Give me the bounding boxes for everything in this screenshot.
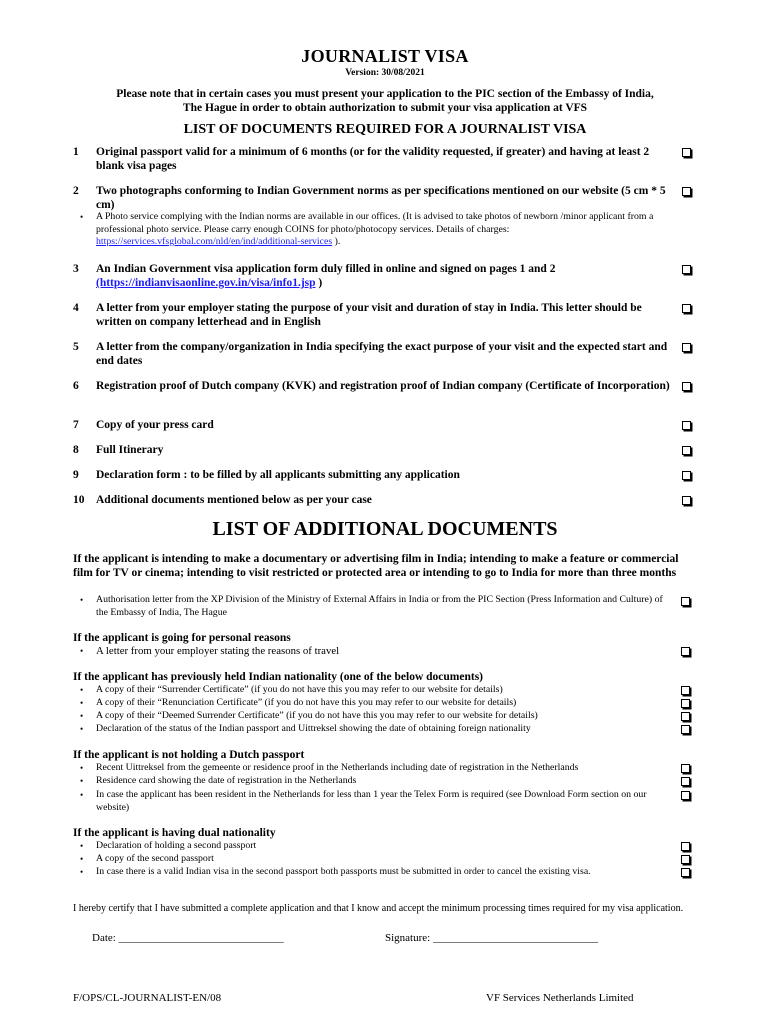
item-text: Original passport valid for a minimum of 6 months (or for the validity requested, if greater) and having at least 2 blank visa pages — [96, 146, 650, 172]
checkbox-icon[interactable] — [681, 725, 690, 734]
checkbox-icon[interactable] — [682, 421, 691, 430]
bullet-icon: • — [80, 724, 84, 734]
section-condition: If the applicant has previously held Indian nationality (one of the below documents) — [73, 671, 484, 683]
item-number: 8 — [73, 444, 79, 456]
checkbox-icon[interactable] — [681, 855, 690, 864]
item-text: Declaration of the status of the Indian passport and Uittreksel showing the date of obtaining foreign nationality — [96, 723, 531, 734]
item-text: A copy of their “Surrender Certificate” (if you do not have this you may refer to our website for details) — [96, 684, 503, 695]
item-number: 6 — [73, 380, 79, 392]
notice-line-1: Please note that in certain cases you must present your application to the PIC section of the Embassy of India, — [116, 88, 654, 100]
item-number: 3 — [73, 263, 79, 275]
section-condition: If the applicant is not holding a Dutch passport — [73, 749, 305, 761]
document-title: JOURNALIST VISA — [301, 46, 469, 66]
checkbox-icon[interactable] — [682, 382, 691, 391]
checkbox-icon[interactable] — [681, 868, 690, 877]
checkbox-icon[interactable] — [681, 699, 690, 708]
bullet-icon: • — [80, 685, 84, 695]
item-text: Recent Uittreksel from the gemeente or residence proof in the Netherlands including date of registration in the Netherlands — [96, 762, 579, 773]
item-number: 1 — [73, 146, 79, 158]
checkbox-icon[interactable] — [681, 791, 690, 800]
checkbox-icon[interactable] — [682, 148, 691, 157]
item-text: Declaration form : to be filled by all applicants submitting any application — [96, 469, 460, 481]
notice-line-2: The Hague in order to obtain authorization to submit your visa application at VFS — [182, 102, 588, 114]
item-number: 10 — [73, 494, 85, 506]
checkbox-icon[interactable] — [682, 304, 691, 313]
signature-field[interactable]: Signature: ______________________________ — [385, 932, 598, 944]
checkbox-icon[interactable] — [681, 764, 690, 773]
bullet-icon: • — [80, 776, 84, 786]
item-number: 9 — [73, 469, 79, 481]
checkbox-icon[interactable] — [682, 187, 691, 196]
item-number: 4 — [73, 302, 79, 314]
item-text: A copy of their “Deemed Surrender Certificate” (if you do not have this you may refer to our website for details) — [96, 710, 538, 721]
bullet-icon: • — [80, 595, 84, 605]
bullet-icon: • — [80, 698, 84, 708]
checkbox-icon[interactable] — [681, 712, 690, 721]
section-condition: If the applicant is having dual nationality — [73, 827, 276, 839]
item-text: Copy of your press card — [96, 419, 214, 431]
checkbox-icon[interactable] — [682, 265, 691, 274]
bullet-icon: • — [80, 763, 84, 773]
item-text: Registration proof of Dutch company (KVK) and registration proof of Indian company (Certificate of Incorporation) — [96, 380, 670, 392]
checkbox-icon[interactable] — [682, 471, 691, 480]
item-text: An Indian Government visa application form duly filled in online and signed on pages 1 and 2 — [96, 263, 556, 275]
checkbox-icon[interactable] — [681, 686, 690, 695]
item-text: Residence card showing the date of registration in the Netherlands — [96, 775, 357, 786]
item-text: A letter from the company/organization in India specifying the exact purpose of your visit and the expected start and end dates — [96, 341, 668, 367]
notice-text — [0, 87, 770, 115]
item-text: A letter from your employer stating the reasons of travel — [96, 645, 340, 657]
item-text: In case there is a valid Indian visa in the second passport both passports must be submitted in order to cancel the existing visa. — [96, 866, 591, 877]
version-label: Version: 30/08/2021 — [345, 68, 425, 78]
additional-documents-heading: LIST OF ADDITIONAL DOCUMENTS — [212, 518, 558, 540]
form-code: F/OPS/CL-JOURNALIST-EN/08 — [73, 992, 222, 1004]
certification-statement: I hereby certify that I have submitted a complete application and that I know and accept the minimum processing times required for my visa application. — [73, 903, 684, 914]
item-number: 2 — [73, 185, 79, 197]
checkbox-icon[interactable] — [681, 777, 690, 786]
item-number: 5 — [73, 341, 79, 353]
item-text: Additional documents mentioned below as per your case — [96, 494, 372, 506]
photo-note-suffix: ). — [332, 236, 341, 248]
company-name: VF Services Netherlands Limited — [486, 992, 634, 1004]
item-text: Declaration of holding a second passport — [96, 840, 257, 851]
checkbox-icon[interactable] — [682, 496, 691, 505]
item-number: 7 — [73, 419, 79, 431]
checkbox-icon[interactable] — [682, 343, 691, 352]
item-text: A copy of their “Renunciation Certificate” (if you do not have this you may refer to our website for details) — [96, 697, 517, 708]
bullet-icon: • — [80, 867, 84, 877]
checkbox-icon[interactable] — [681, 597, 690, 606]
checkbox-icon[interactable] — [681, 842, 690, 851]
item-text: Two photographs conforming to Indian Government norms as per specifications mentioned on our website (5 cm * 5 cm) — [96, 185, 666, 211]
item-text: Authorisation letter from the XP Division of the Ministry of External Affairs in India or from the PIC Section (Press Information and Culture) of the Embassy of India, The Hague — [96, 594, 663, 618]
checkbox-icon[interactable] — [681, 647, 690, 656]
bullet-icon: • — [80, 711, 84, 721]
checkbox-icon[interactable] — [682, 446, 691, 455]
link-suffix: ) — [315, 277, 323, 289]
photo-note-text: A Photo service complying with the Indian norms are available in our offices. (It is advised to take photos of newborn /minor applicant from a professional photo service. Please carry enough COINS for photo/photocopy services. Details of charges: — [96, 211, 654, 235]
item-text: A letter from your employer stating the purpose of your visit and duration of stay in India. This letter should be written on company letterhead and in English — [96, 302, 642, 328]
visa-application-link[interactable]: (https://indianvisaonline.gov.in/visa/info1.jsp — [96, 277, 316, 289]
date-field[interactable]: Date: ______________________________ — [92, 932, 284, 944]
item-text: A copy of the second passport — [96, 853, 214, 864]
bullet-icon: • — [80, 646, 84, 656]
bullet-icon: • — [80, 212, 84, 222]
bullet-icon: • — [80, 854, 84, 864]
bullet-icon: • — [80, 841, 84, 851]
bullet-icon: • — [80, 790, 84, 800]
section-condition: If the applicant is intending to make a documentary or advertising film in India; intending to make a feature or commercial film for TV or cinema; intending to visit restricted or protected area or intending to go to India for more than three months — [73, 553, 679, 579]
section-condition: If the applicant is going for personal reasons — [73, 632, 291, 644]
item-text: Full Itinerary — [96, 444, 164, 456]
item-text: In case the applicant has been resident in the Netherlands for less than 1 year the Telex Form is required (see Download Form section on our website) — [96, 789, 647, 813]
additional-services-link[interactable]: https://services.vfsglobal.com/nld/en/ind/additional-services — [96, 236, 333, 248]
required-documents-heading: LIST OF DOCUMENTS REQUIRED FOR A JOURNALIST VISA — [183, 122, 587, 137]
